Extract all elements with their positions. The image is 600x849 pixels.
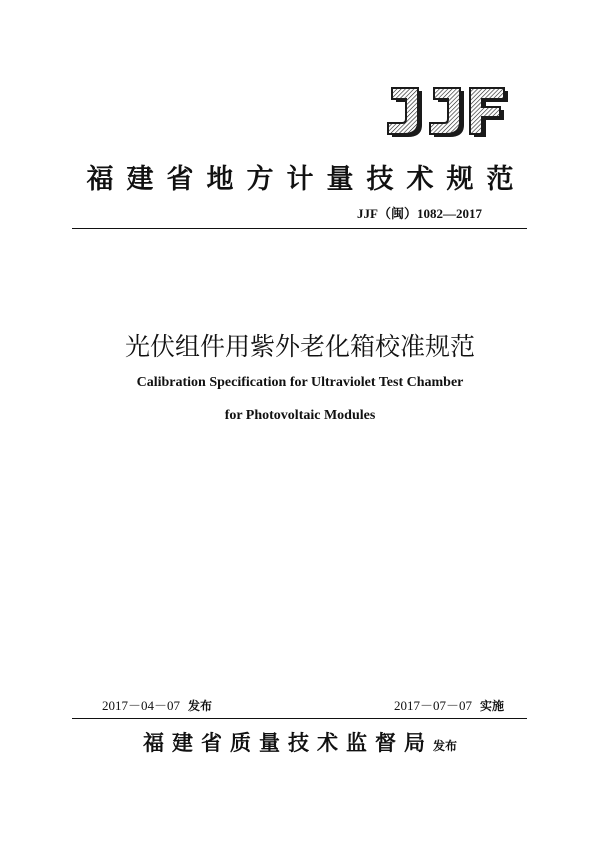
issuer-line: [0, 727, 600, 757]
issue-label: 发布: [188, 699, 213, 713]
top-divider: [72, 228, 527, 229]
document-title-en-line1: Calibration Specification for Ultraviolet Test Chamber: [136, 375, 464, 390]
bottom-divider: [72, 718, 527, 719]
document-title-zh: 光伏组件用紫外老化箱校准规范: [124, 332, 475, 361]
issue-date-block: [102, 695, 212, 714]
effective-date-block: [394, 695, 504, 714]
standard-number: JJF（闽）1082—2017: [357, 206, 482, 221]
issuer-name: 福建省质量技术监督局: [142, 731, 433, 755]
issuer-action: 发布: [432, 739, 457, 753]
series-title: 福建省地方计量技术规范: [86, 164, 527, 195]
jjf-logo-icon: [378, 82, 512, 138]
issue-date: 2017－04－07: [102, 698, 181, 713]
effective-label: 实施: [479, 699, 504, 713]
document-title-en-line2: for Photovoltaic Modules: [224, 408, 376, 423]
effective-date: 2017－07－07: [393, 698, 472, 713]
